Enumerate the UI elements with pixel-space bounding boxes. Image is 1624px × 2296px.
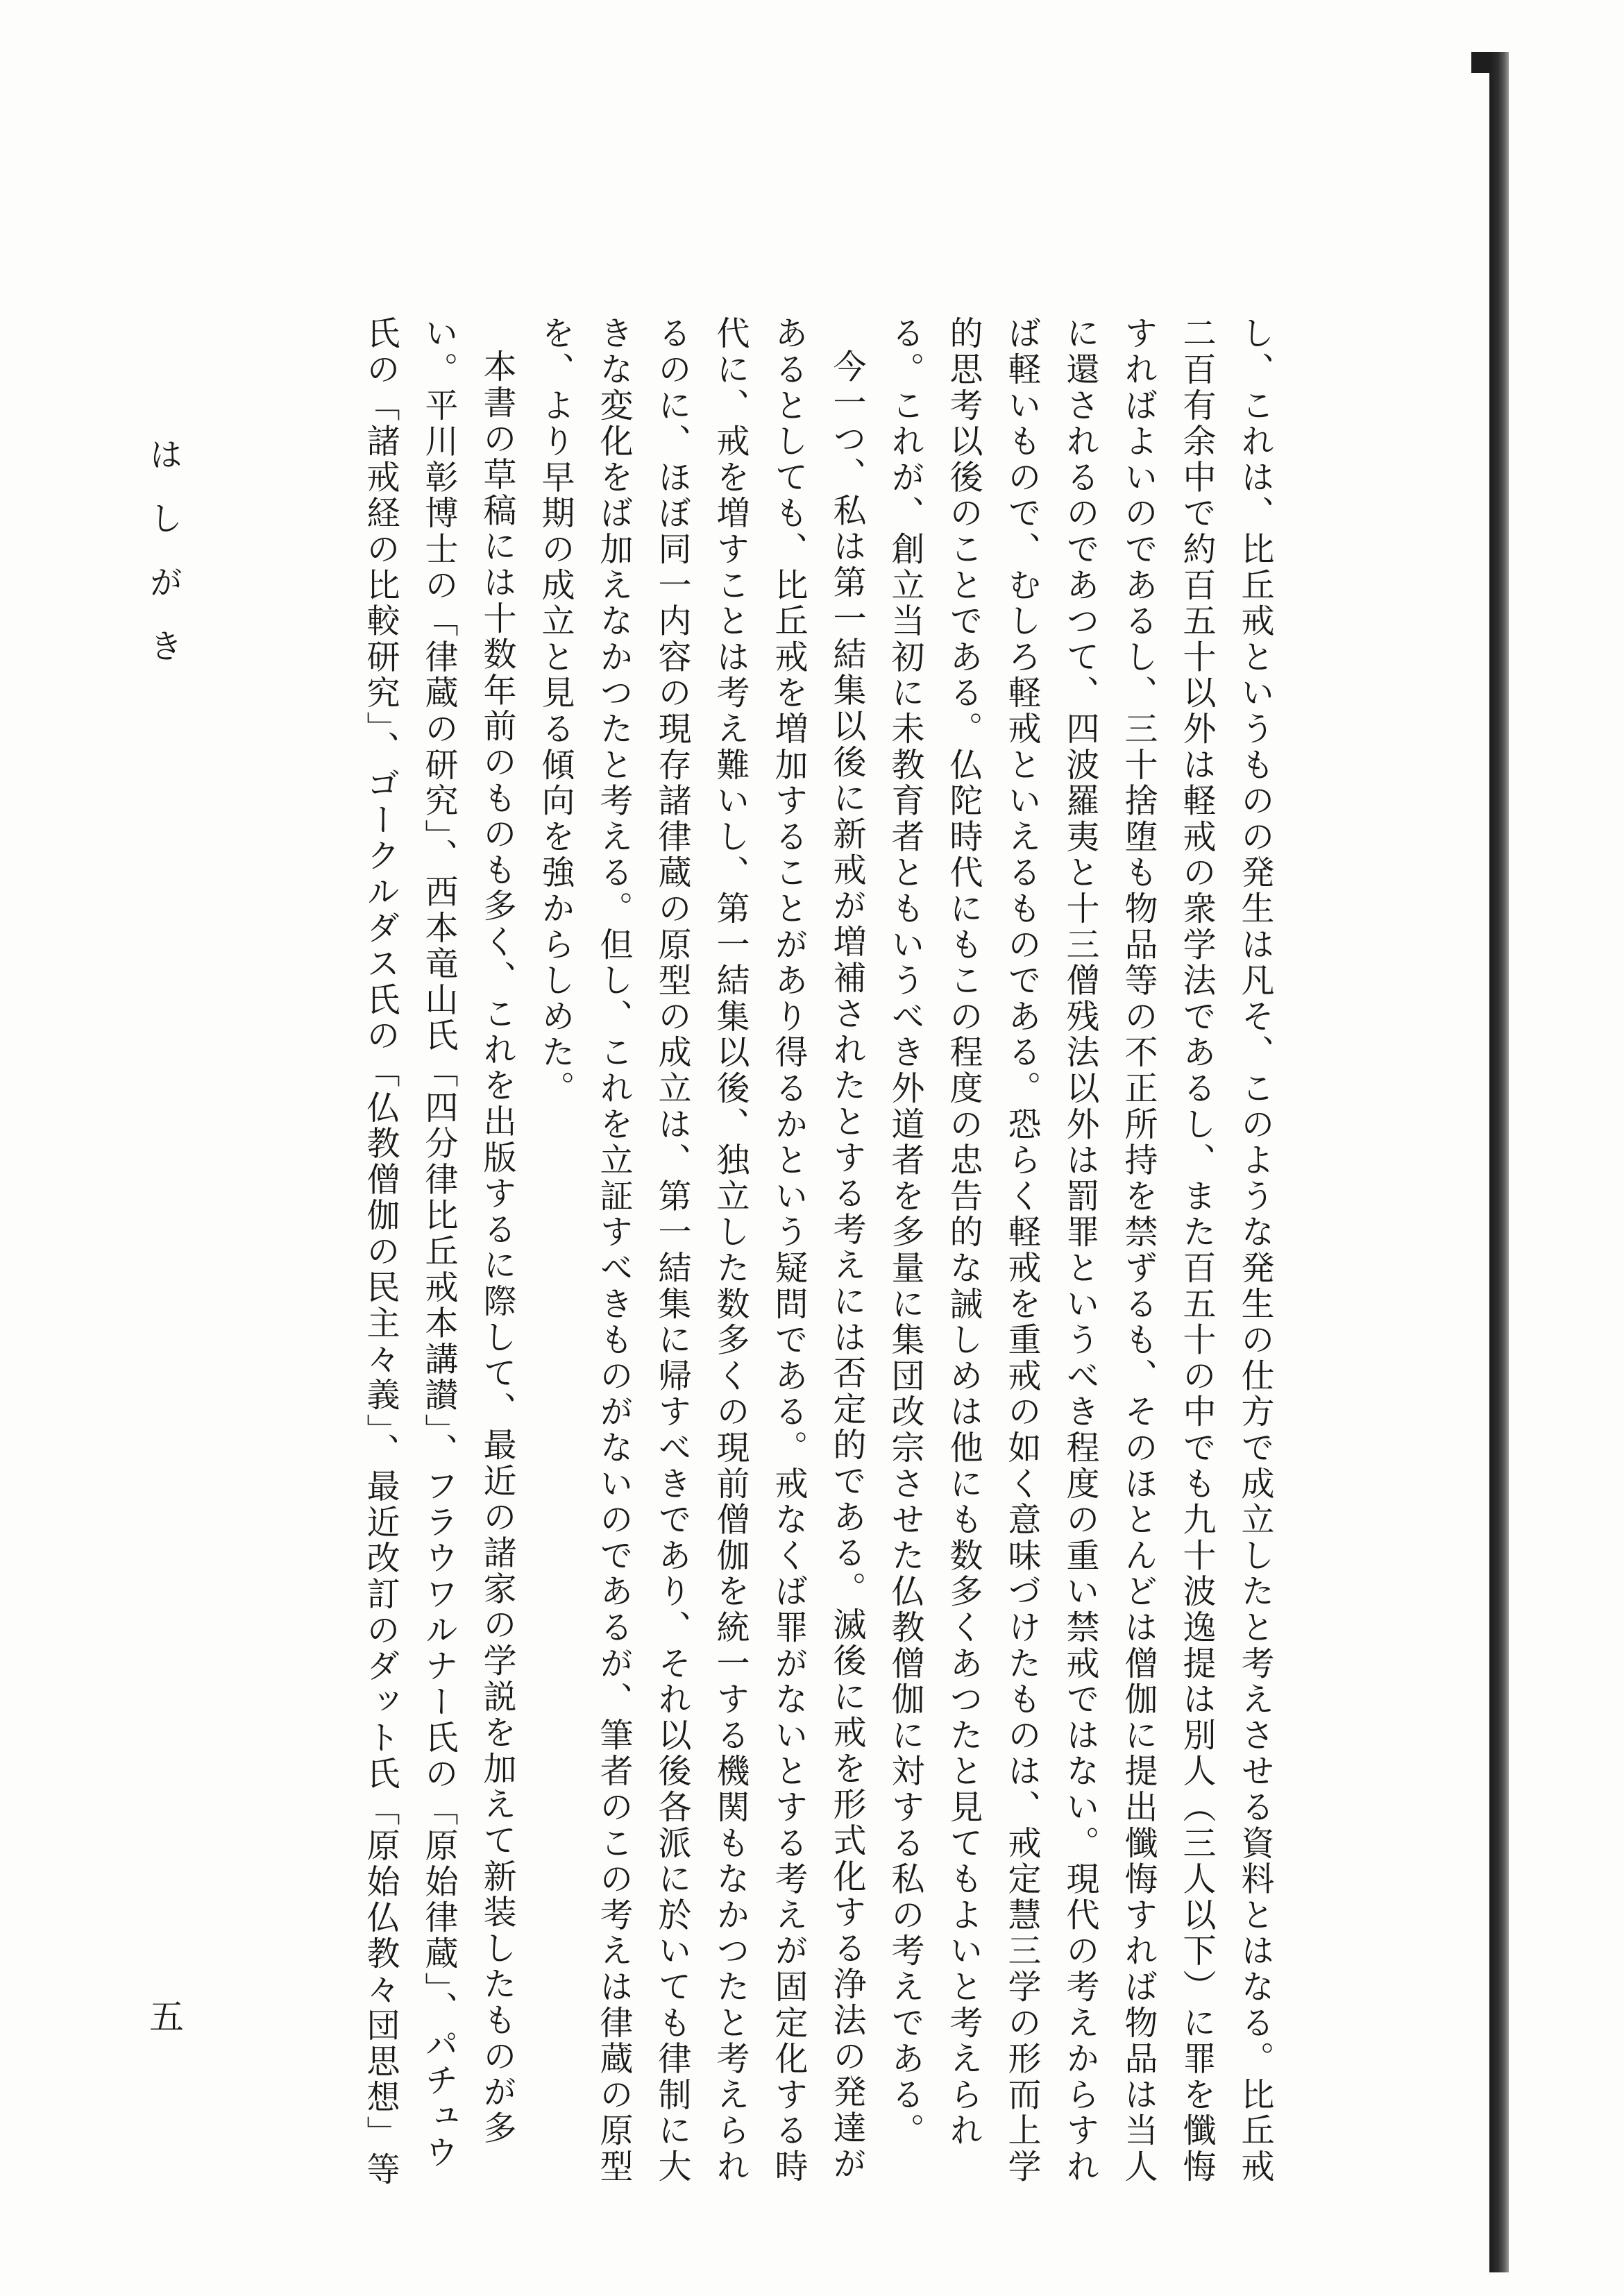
paragraph-3: 本書の草稿には十数年前のものも多く、これを出版するに際して、最近の諸家の学説を加えて新装したものが多い。平川彰博士の「律蔵の研究」、西本竜山氏「四分律比丘戒本講讃」、フラウワルナー氏の「原始律蔵」、パチュウ氏の「諸戒経の比較研究」、ゴークルダス氏の「仏教僧伽の民主々義」、最近改訂のダット氏「原始仏教々団思想」等 (361, 316, 516, 2188)
paragraph-1: し、これは、比丘戒というものの発生は凡そ、このような発生の仕方で成立したと考えさせる資料とはなる。比丘戒二百有余中で約百五十以外は軽戒の衆学法であるし、また百五十の中でも九十波逸提は別人（三人以下）に罪を懺悔すればよいのであるし、三十捨堕も物品等の不正所持を禁ずるも、そのほとんどは僧伽に提出懺悔すれば物品は当人に還されるのであつて、四波羅夷と十三僧残法以外は罰罪というべき程度の重い禁戒ではない。現代の考えからすれば軽いもので、むしろ軽戒といえるものである。恐らく軽戒を重戒の如く意味づけたものは、戒定慧三学の形而上学的思考以後のことである。仏陀時代にもこの程度の忠告的な誡しめは他にも数多くあつたと見てもよいと考えられる。これが、創立当初に未教育者ともいうべき外道者を多量に集団改宗させた仏教僧伽に対する私の考えである。 (886, 316, 1274, 2185)
page-number: 五 (144, 1998, 184, 2033)
paragraph-2: 今一つ、私は第一結集以後に新戒が増補されたとする考えには否定的である。滅後に戒を形式化する浄法の発達があるとしても、比丘戒を増加することがあり得るかという疑問である。戒なくば罪がないとする考えが固定化する時代に、戒を増すことは考え難いし、第一結集以後、独立した数多くの現前僧伽を統一する機関もなかつたと考えられるのに、ほぼ同一内容の現存諸律蔵の原型の成立は、第一結集に帰すべきであり、それ以後各派に於いても律制に大きな変化をば加えなかつたと考える。但し、これを立証すべきものがないのであるが、筆者のこの考えは律蔵の原型を、より早期の成立と見る傾向を強からしめた。 (536, 316, 866, 2185)
body-text (222, 316, 1284, 2203)
running-title: はしがき (144, 437, 183, 692)
binding-edge (1489, 52, 1509, 2272)
